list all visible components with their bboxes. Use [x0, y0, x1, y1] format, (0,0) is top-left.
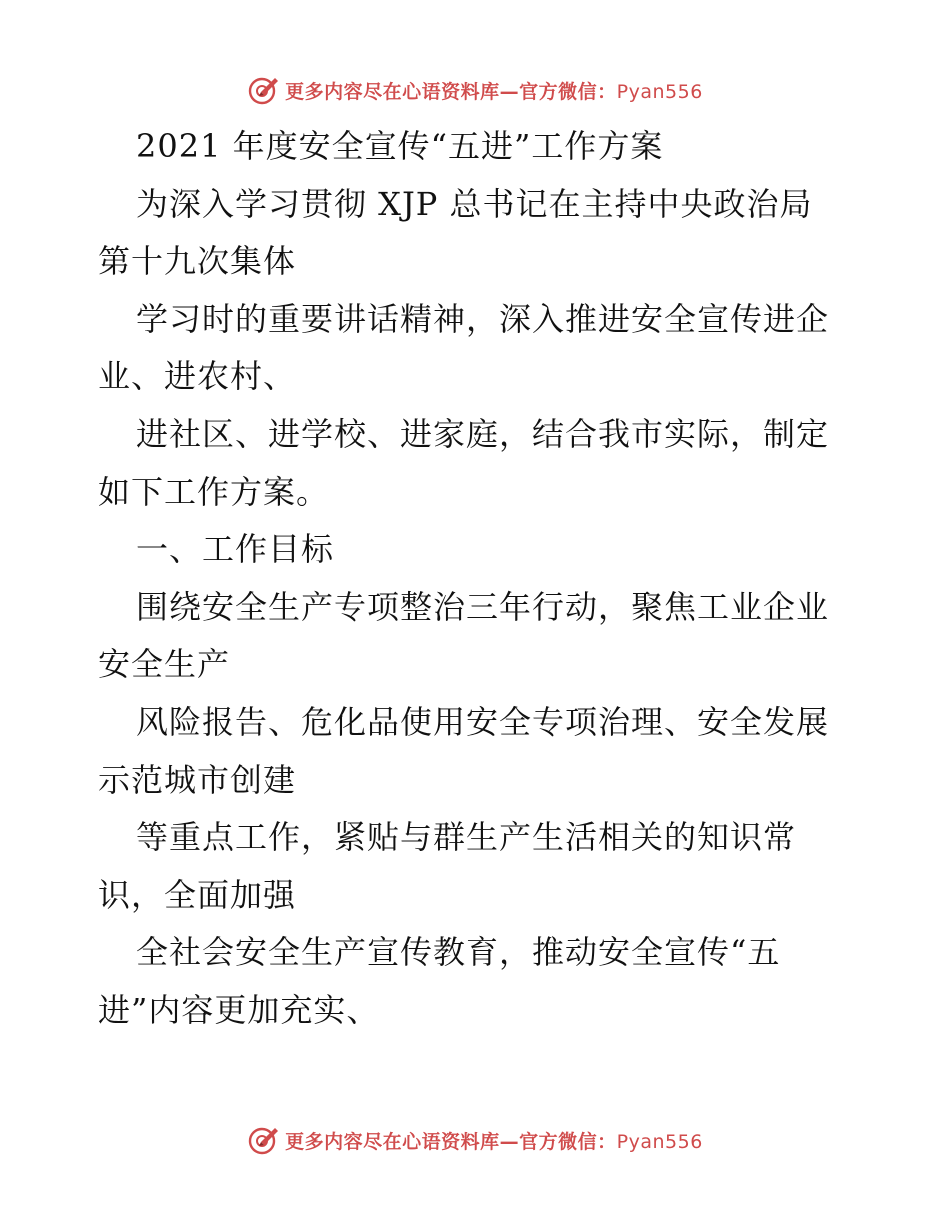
text-line: 进社区、进学校、进家庭，结合我市实际，制定	[136, 414, 830, 453]
watermark-text: 更多内容尽在心语资料库—官方微信：Pyan556	[285, 80, 703, 103]
text-line: 2021 年度安全宣传“五进”工作方案	[136, 127, 664, 165]
text-line: 安全生产	[98, 645, 231, 684]
text-line: 示范城市创建	[98, 760, 297, 799]
text-line: 学习时的重要讲话精神，深入推进安全宣传进企	[136, 299, 830, 338]
text-line: 全社会安全生产宣传教育，推动安全宣传“五	[136, 933, 781, 972]
header-watermark	[0, 68, 950, 112]
text-line: 风险报告、危化品使用安全专项治理、安全发展	[136, 702, 830, 741]
text-line: 为深入学习贯彻 XJP 总书记在主持中央政治局	[136, 184, 813, 223]
text-line: 如下工作方案。	[98, 472, 330, 511]
text-line: 业、进农村、	[98, 357, 297, 396]
watermark-text: 更多内容尽在心语资料库—官方微信：Pyan556	[285, 1130, 703, 1153]
text-line: 识，全面加强	[98, 875, 297, 914]
text-line: 围绕安全生产专项整治三年行动，聚焦工业企业	[136, 587, 830, 626]
text-line: 第十九次集体	[98, 242, 297, 281]
pen-logo-icon	[247, 1124, 279, 1156]
footer-watermark	[0, 1118, 950, 1162]
document-body	[98, 118, 858, 1040]
text-line: 等重点工作，紧贴与群生产生活相关的知识常	[136, 818, 797, 857]
pen-logo-icon	[247, 74, 279, 106]
text-line: 一、工作目标	[136, 530, 335, 569]
text-line: 进”内容更加充实、	[98, 990, 380, 1029]
